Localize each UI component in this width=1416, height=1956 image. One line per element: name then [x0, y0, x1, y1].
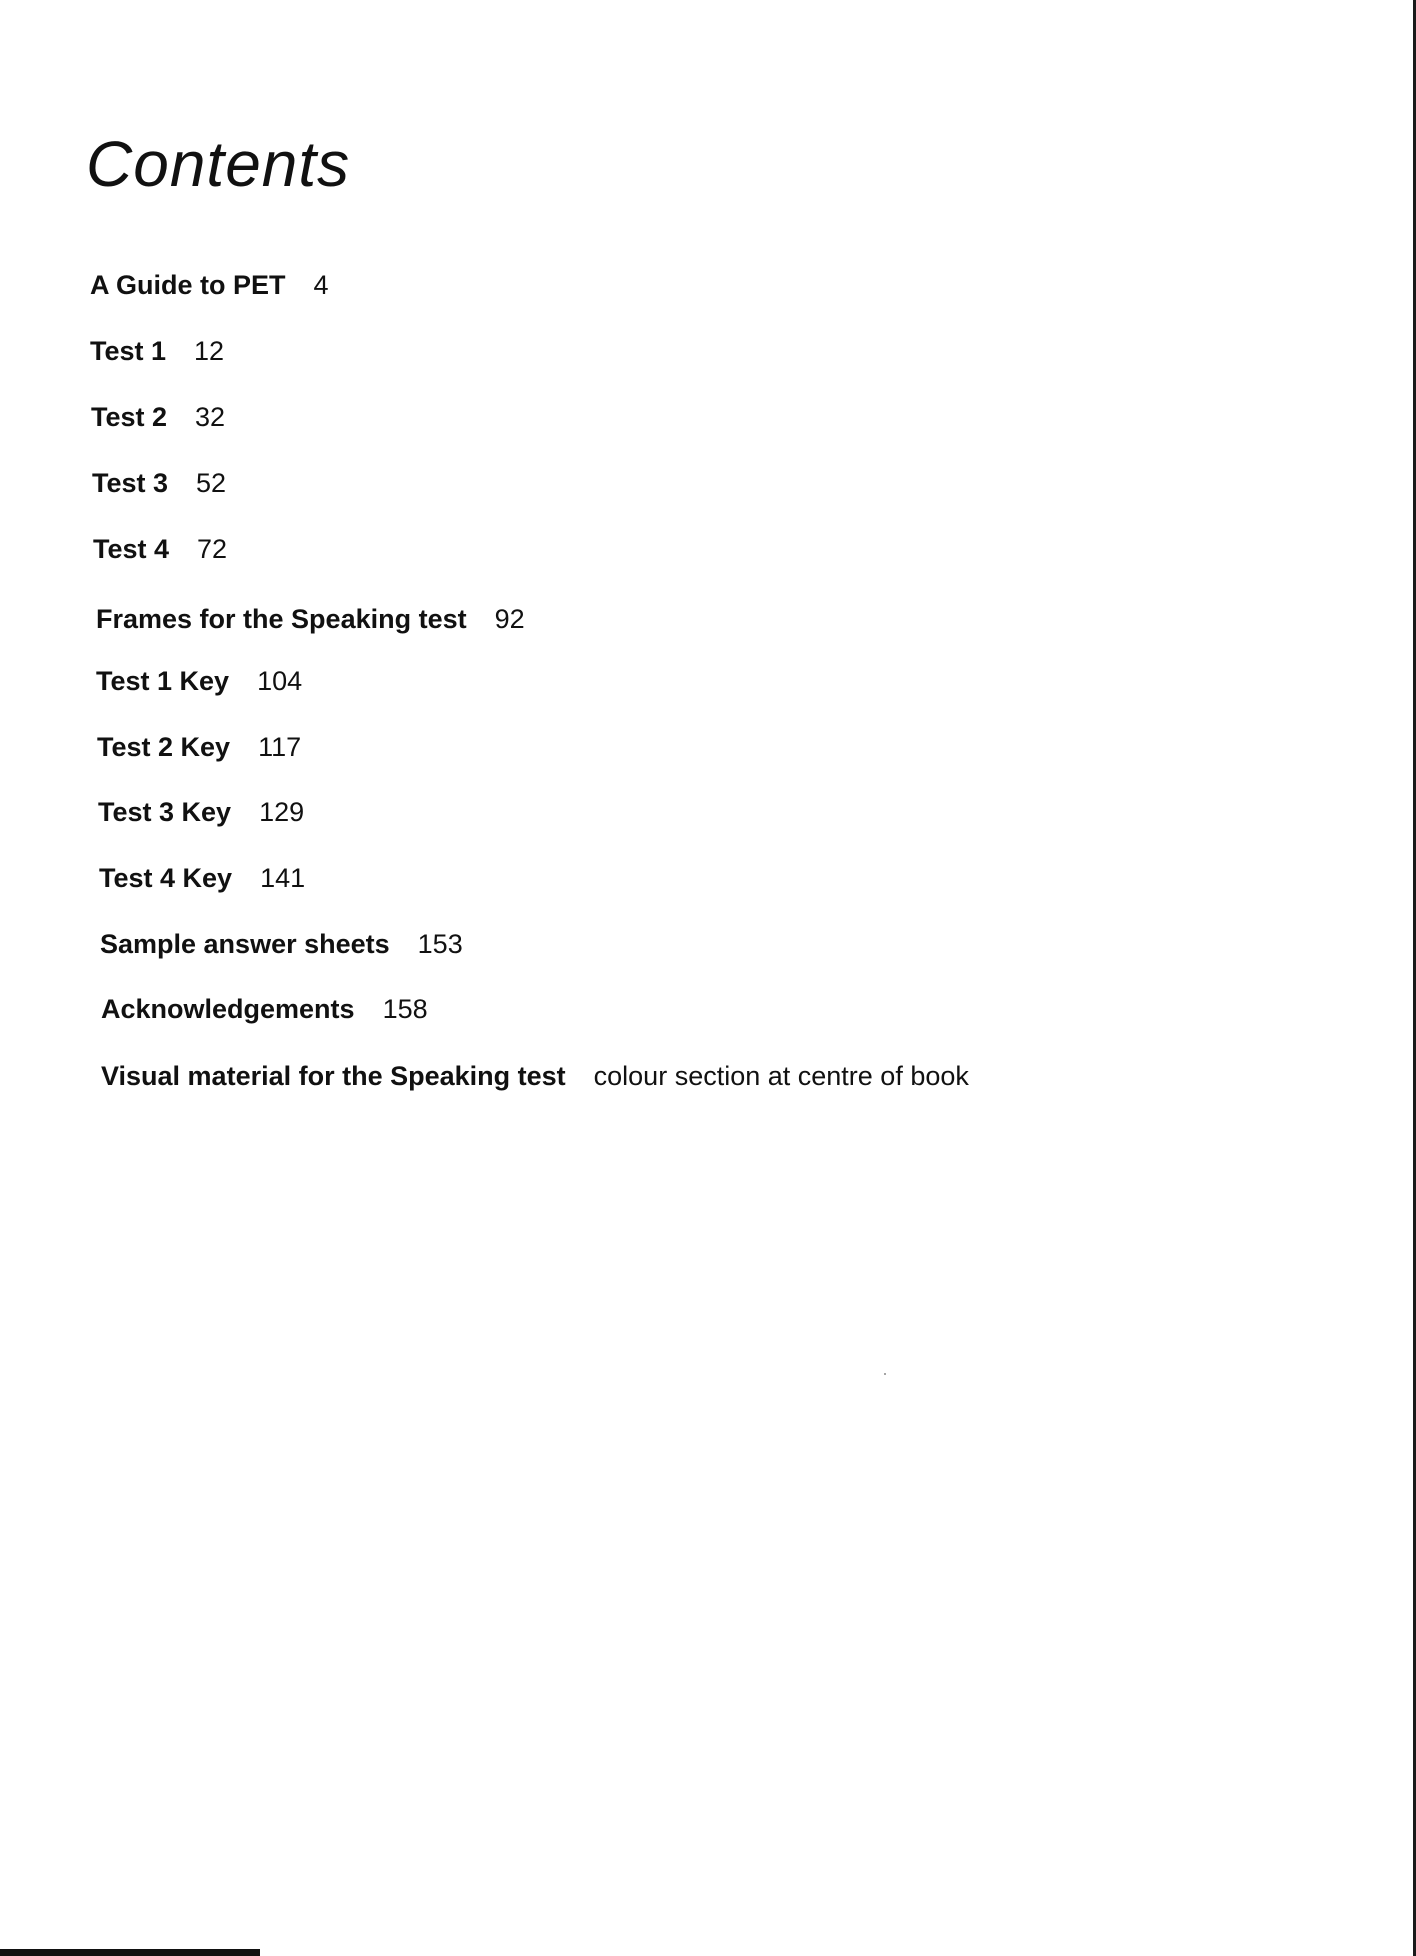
toc-entry [90, 338, 224, 365]
scan-speck [884, 1373, 886, 1375]
toc-entry-label: Frames for the Speaking test [96, 604, 467, 634]
toc-entry-label: Test 3 [92, 468, 169, 498]
toc-entry-label: Test 4 [93, 534, 170, 564]
toc-entry [90, 272, 329, 299]
toc-entry [92, 470, 226, 497]
toc-entry-label: Visual material for the Speaking test [101, 1061, 566, 1091]
page-title: Contents [86, 128, 351, 200]
toc-entry-page: 72 [197, 534, 228, 564]
toc-entry-label: Test 2 [91, 402, 168, 432]
toc-entry-page: 92 [494, 604, 525, 634]
toc-entry [101, 1063, 969, 1090]
toc-entry [93, 536, 227, 563]
toc-entry [100, 931, 463, 958]
toc-entry-label: Acknowledgements [101, 994, 355, 1024]
toc-entry-page: 158 [382, 994, 428, 1024]
toc-entry-page: 153 [417, 929, 463, 959]
toc-entry-page: 117 [258, 732, 302, 762]
toc-entry [96, 606, 525, 633]
toc-entry-page: 141 [260, 863, 306, 893]
toc-entry-page: 32 [195, 402, 226, 432]
toc-entry [97, 734, 301, 761]
toc-entry-page: colour section at centre of book [593, 1061, 969, 1091]
toc-entry-label: Sample answer sheets [100, 929, 390, 959]
toc-entry-page: 12 [194, 336, 225, 366]
toc-entry-label: Test 4 Key [99, 863, 233, 893]
toc-entry [98, 799, 304, 826]
toc-entry-page: 52 [196, 468, 227, 498]
toc-entry-label: Test 2 Key [97, 732, 231, 762]
toc-entry-label: Test 1 Key [96, 666, 230, 696]
toc-entry-page: 104 [257, 666, 303, 696]
toc-entry-page: 4 [313, 270, 329, 300]
toc-entry [99, 865, 305, 892]
toc-entry [91, 404, 225, 431]
toc-entry-page: 129 [259, 797, 305, 827]
toc-entry-label: Test 3 Key [98, 797, 232, 827]
toc-entry-label: Test 1 [90, 336, 167, 366]
toc-entry [101, 996, 428, 1023]
toc-entry-label: A Guide to PET [90, 270, 286, 300]
toc-entry [96, 668, 302, 695]
page-edge-bottom [0, 1949, 260, 1956]
